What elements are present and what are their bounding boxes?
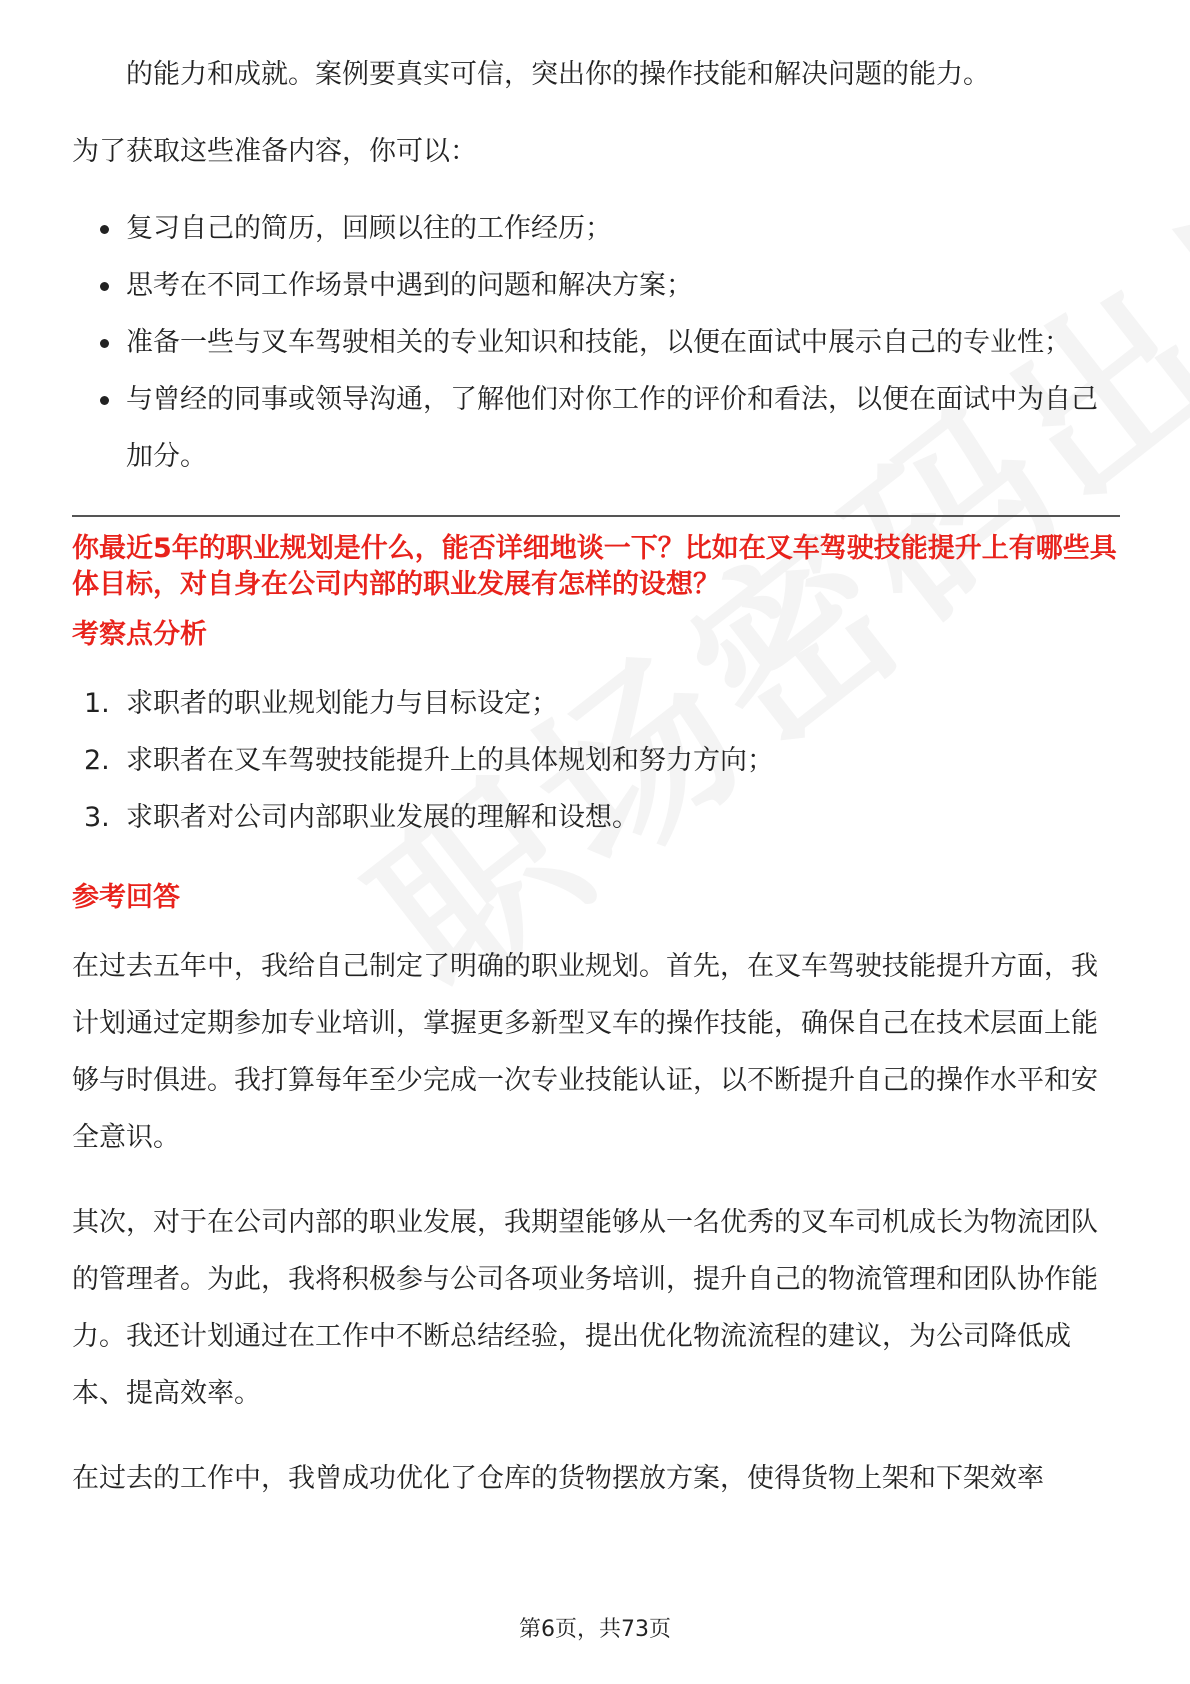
continued-paragraph: 的能力和成就。案例要真实可信，突出你的操作技能和解决问题的能力。 [126,59,990,90]
list-item [72,675,1120,732]
bullet-icon [100,396,109,405]
interview-question: 你最近5年的职业规划是什么，能否详细地谈一下？比如在叉车驾驶技能提升上有哪些具体目标，对自身在公司内部的职业发展有怎样的设想？ [72,533,1117,600]
list-item-text: 思考在不同工作场景中遇到的问题和解决方案； [126,270,693,301]
page-content [72,46,1120,1507]
list-item [72,732,1120,789]
list-number: 3. [84,802,110,833]
list-item [72,789,1120,846]
list-number: 2. [84,745,110,776]
list-item-text: 求职者在叉车驾驶技能提升上的具体规划和努力方向； [126,745,774,776]
section-divider [72,515,1120,517]
bullet-icon [100,225,109,234]
prep-intro: 为了获取这些准备内容，你可以： [72,136,477,167]
answer-paragraph: 在过去的工作中，我曾成功优化了仓库的货物摆放方案，使得货物上架和下架效率 [72,1463,1044,1494]
analysis-heading: 考察点分析 [72,619,207,650]
list-item-text: 求职者对公司内部职业发展的理解和设想。 [126,802,639,833]
page-footer: 第6页，共73页 [519,1617,671,1642]
list-item-text: 求职者的职业规划能力与目标设定； [126,688,558,719]
analysis-list [72,675,1120,846]
answer-paragraph: 在过去五年中，我给自己制定了明确的职业规划。首先，在叉车驾驶技能提升方面，我计划通过定期参加专业培训，掌握更多新型叉车的操作技能，确保自己在技术层面上能够与时俱进。我打算每年至少完成一次专业技能认证，以不断提升自己的操作水平和安全意识。 [72,951,1098,1153]
list-item-text: 与曾经的同事或领导沟通，了解他们对你工作的评价和看法，以便在面试中为自己加分。 [126,384,1098,472]
prep-list [72,200,1120,485]
list-item-text: 准备一些与叉车驾驶相关的专业知识和技能，以便在面试中展示自己的专业性； [126,327,1071,358]
list-item [72,371,1120,485]
list-item [72,257,1120,314]
answer-paragraph: 其次，对于在公司内部的职业发展，我期望能够从一名优秀的叉车司机成长为物流团队的管理者。为此，我将积极参与公司各项业务培训，提升自己的物流管理和团队协作能力。我还计划通过在工作中不断总结经验，提出优化物流流程的建议，为公司降低成本、提高效率。 [72,1207,1098,1409]
list-item-text: 复习自己的简历，回顾以往的工作经历； [126,213,612,244]
bullet-icon [100,339,109,348]
bullet-icon [100,282,109,291]
list-number: 1. [84,688,110,719]
answer-heading: 参考回答 [72,882,180,913]
list-item [72,200,1120,257]
list-item [72,314,1120,371]
